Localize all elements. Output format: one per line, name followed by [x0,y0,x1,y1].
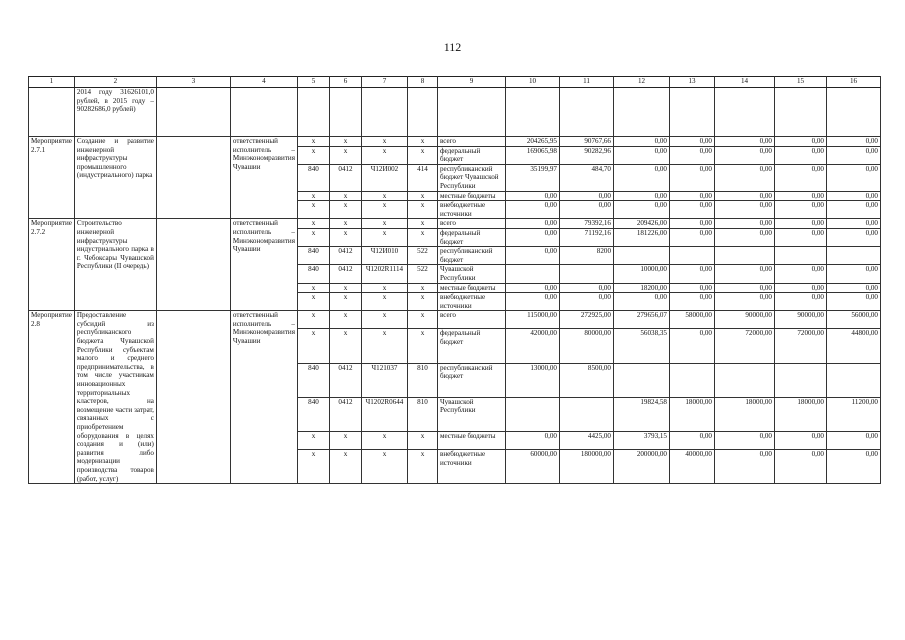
amount-cell: 0,00 [714,137,774,147]
section-cell: х [329,228,361,246]
amount-cell: 0,00 [559,283,613,293]
amount-cell: 0,00 [714,265,774,283]
funding-source-cell: всего [437,137,505,147]
header-cell: 12 [613,77,669,88]
amount-cell: 18000,00 [669,397,714,431]
grbs-cell: х [297,228,329,246]
table-body [29,77,881,484]
amount-cell: 0,00 [774,164,826,191]
target-article-cell: х [361,191,407,201]
header-cell: 13 [669,77,714,88]
funding-source-cell: внебюджетные источники [437,449,505,483]
empty-cell [714,88,774,137]
amount-cell [774,363,826,397]
expense-type-cell: х [407,137,437,147]
amount-cell: 0,00 [714,449,774,483]
funding-source-cell: республиканский бюджет [437,363,505,397]
amount-cell: 8200 [559,247,613,265]
amount-cell: 90000,00 [774,311,826,329]
target-article-cell: х [361,228,407,246]
section-cell: х [329,449,361,483]
amount-cell: 56000,00 [826,311,880,329]
amount-cell: 0,00 [714,164,774,191]
empty-cell [297,88,329,137]
amount-cell: 0,00 [559,201,613,219]
expense-type-cell: х [407,431,437,449]
target-article-cell: х [361,146,407,164]
table-row [29,219,881,229]
grbs-cell: х [297,191,329,201]
amount-cell: 0,00 [505,293,559,311]
activity-id-cell: Мероприятие 2.7.1 [29,137,75,219]
activity-description-cell: Предоставление субсидий из республиканского бюджета Чувашской Республики субъектам малого и среднего предпринимательства, в том числе участникам инновационных территориальных кластеров, на возмещение части затрат, связанных с приобретением оборудования в целях создания и (или) развития либо модернизации производства товаров (работ, услуг) [74,311,156,484]
funding-source-cell: внебюджетные источники [437,201,505,219]
amount-cell: 90767,66 [559,137,613,147]
activity-description-cell: Создание и развитие инженерной инфраструктуры промышленного (индустриального) парка [74,137,156,219]
amount-cell: 279656,07 [613,311,669,329]
amount-cell [559,265,613,283]
responsible-cell: ответственный исполнитель – Минэкономразвития Чувашии [230,311,297,484]
amount-cell: 35199,97 [505,164,559,191]
amount-cell: 0,00 [774,146,826,164]
target-article-cell: Ч1202R0644 [361,397,407,431]
amount-cell: 44800,00 [826,329,880,363]
amount-cell: 0,00 [613,201,669,219]
empty-cell [559,88,613,137]
header-cell: 5 [297,77,329,88]
header-cell: 8 [407,77,437,88]
amount-cell: 0,00 [669,283,714,293]
amount-cell: 0,00 [714,431,774,449]
amount-cell: 0,00 [613,137,669,147]
amount-cell: 79392,16 [559,219,613,229]
empty-cell [156,137,230,219]
amount-cell: 0,00 [714,293,774,311]
amount-cell: 18200,00 [613,283,669,293]
amount-cell: 0,00 [714,228,774,246]
grbs-cell: х [297,329,329,363]
amount-cell: 0,00 [669,201,714,219]
amount-cell: 209426,00 [613,219,669,229]
empty-cell [774,88,826,137]
grbs-cell: 840 [297,265,329,283]
funding-source-cell: федеральный бюджет [437,228,505,246]
amount-cell: 0,00 [774,137,826,147]
amount-cell: 0,00 [613,293,669,311]
amount-cell: 0,00 [826,283,880,293]
empty-cell [156,219,230,311]
empty-cell [361,88,407,137]
activity-id-cell [29,88,75,137]
expense-type-cell: 810 [407,363,437,397]
empty-cell [669,88,714,137]
amount-cell: 58000,00 [669,311,714,329]
expense-type-cell: 522 [407,265,437,283]
target-article-cell: х [361,293,407,311]
funding-source-cell: всего [437,311,505,329]
amount-cell: 0,00 [669,265,714,283]
amount-cell: 4425,00 [559,431,613,449]
amount-cell: 0,00 [669,191,714,201]
funding-source-cell: республиканский бюджет Чувашской Республики [437,164,505,191]
empty-cell [613,88,669,137]
amount-cell: 0,00 [714,283,774,293]
amount-cell: 0,00 [669,293,714,311]
amount-cell: 0,00 [826,219,880,229]
section-cell: х [329,311,361,329]
amount-cell: 169065,98 [505,146,559,164]
amount-cell: 56038,35 [613,329,669,363]
section-cell: х [329,191,361,201]
section-cell: 0412 [329,363,361,397]
section-cell: х [329,329,361,363]
expense-type-cell: 810 [407,397,437,431]
amount-cell: 8500,00 [559,363,613,397]
table-row [29,137,881,147]
section-cell: х [329,201,361,219]
grbs-cell: 840 [297,397,329,431]
amount-cell: 115000,00 [505,311,559,329]
amount-cell: 204265,95 [505,137,559,147]
amount-cell [613,363,669,397]
target-article-cell: х [361,431,407,449]
amount-cell: 0,00 [505,247,559,265]
amount-cell: 71192,16 [559,228,613,246]
amount-cell: 0,00 [669,228,714,246]
expense-type-cell: х [407,311,437,329]
target-article-cell: х [361,201,407,219]
grbs-cell: х [297,146,329,164]
responsible-cell: ответственный исполнитель – Минэкономразвития Чувашии [230,137,297,219]
grbs-cell: х [297,137,329,147]
amount-cell [714,363,774,397]
header-cell: 7 [361,77,407,88]
amount-cell: 0,00 [826,449,880,483]
amount-cell [774,247,826,265]
target-article-cell: Ч12И002 [361,164,407,191]
expense-type-cell: х [407,146,437,164]
amount-cell: 0,00 [826,228,880,246]
amount-cell: 10000,00 [613,265,669,283]
header-cell: 2 [74,77,156,88]
amount-cell: 80000,00 [559,329,613,363]
amount-cell: 0,00 [505,191,559,201]
amount-cell: 0,00 [505,431,559,449]
amount-cell: 0,00 [774,219,826,229]
target-article-cell: Ч12И010 [361,247,407,265]
amount-cell [669,363,714,397]
continuation-row [29,88,881,137]
amount-cell: 3793,15 [613,431,669,449]
activity-description-cell: Строительство инженерной инфраструктуры индустриального парка в г. Чебоксары Чувашской Республики (II очередь) [74,219,156,311]
amount-cell: 0,00 [774,228,826,246]
grbs-cell: х [297,219,329,229]
amount-cell: 0,00 [505,283,559,293]
amount-cell [613,247,669,265]
target-article-cell: х [361,283,407,293]
header-cell: 6 [329,77,361,88]
amount-cell: 0,00 [613,164,669,191]
amount-cell: 180000,00 [559,449,613,483]
amount-cell: 0,00 [774,431,826,449]
amount-cell: 0,00 [774,191,826,201]
grbs-cell: х [297,431,329,449]
responsible-cell: ответственный исполнитель – Минэкономразвития Чувашии [230,219,297,311]
amount-cell: 0,00 [826,191,880,201]
funding-source-cell: местные бюджеты [437,283,505,293]
funding-source-cell: Чувашской Республики [437,397,505,431]
amount-cell [559,397,613,431]
header-row [29,77,881,88]
amount-cell: 72000,00 [774,329,826,363]
page-number: 112 [443,40,462,54]
amount-cell: 0,00 [774,293,826,311]
empty-cell [329,88,361,137]
amount-cell: 42000,00 [505,329,559,363]
amount-cell [505,265,559,283]
expense-type-cell: х [407,201,437,219]
amount-cell: 13000,00 [505,363,559,397]
amount-cell: 0,00 [669,164,714,191]
grbs-cell: х [297,283,329,293]
expense-type-cell: 522 [407,247,437,265]
expense-type-cell: х [407,219,437,229]
amount-cell [714,247,774,265]
amount-cell: 60000,00 [505,449,559,483]
expense-type-cell: 414 [407,164,437,191]
empty-cell [156,88,230,137]
header-cell: 3 [156,77,230,88]
activity-id-cell: Мероприятие 2.8 [29,311,75,484]
description-cell: 2014 году 31626101,0 рублей, в 2015 году – 90282686,0 рублей) [74,88,156,137]
section-cell: х [329,137,361,147]
amount-cell: 0,00 [505,228,559,246]
amount-cell: 11200,00 [826,397,880,431]
amount-cell: 181226,00 [613,228,669,246]
amount-cell: 40000,00 [669,449,714,483]
amount-cell: 200000,00 [613,449,669,483]
target-article-cell: х [361,311,407,329]
expense-type-cell: х [407,191,437,201]
amount-cell: 0,00 [826,201,880,219]
funding-source-cell: Чувашской Республики [437,265,505,283]
amount-cell: 0,00 [774,265,826,283]
section-cell: 0412 [329,397,361,431]
empty-cell [505,88,559,137]
activity-id-cell: Мероприятие 2.7.2 [29,219,75,311]
section-cell: х [329,146,361,164]
amount-cell: 18000,00 [714,397,774,431]
header-cell: 15 [774,77,826,88]
section-cell: х [329,431,361,449]
header-cell: 14 [714,77,774,88]
target-article-cell: Ч1202R1114 [361,265,407,283]
section-cell: 0412 [329,265,361,283]
header-cell: 4 [230,77,297,88]
expense-type-cell: х [407,449,437,483]
amount-cell: 19824,58 [613,397,669,431]
amount-cell: 0,00 [774,283,826,293]
funding-source-cell: внебюджетные источники [437,293,505,311]
funding-source-cell: местные бюджеты [437,191,505,201]
amount-cell: 0,00 [826,293,880,311]
amount-cell: 0,00 [774,201,826,219]
empty-cell [230,88,297,137]
header-cell: 16 [826,77,880,88]
header-cell: 9 [437,77,505,88]
amount-cell: 90000,00 [714,311,774,329]
amount-cell: 0,00 [826,265,880,283]
table-row [29,311,881,329]
grbs-cell: х [297,311,329,329]
amount-cell: 0,00 [714,146,774,164]
amount-cell: 0,00 [669,431,714,449]
target-article-cell: х [361,329,407,363]
grbs-cell: 840 [297,247,329,265]
empty-cell [437,88,505,137]
amount-cell: 0,00 [826,164,880,191]
header-cell: 10 [505,77,559,88]
amount-cell: 0,00 [714,219,774,229]
empty-cell [156,311,230,484]
expense-type-cell: х [407,293,437,311]
expense-type-cell: х [407,283,437,293]
funding-source-cell: федеральный бюджет [437,146,505,164]
target-article-cell: х [361,137,407,147]
empty-cell [826,88,880,137]
grbs-cell: 840 [297,164,329,191]
amount-cell: 72000,00 [714,329,774,363]
funding-source-cell: республиканский бюджет [437,247,505,265]
grbs-cell: х [297,449,329,483]
amount-cell: 272925,00 [559,311,613,329]
amount-cell: 0,00 [714,191,774,201]
funding-source-cell: федеральный бюджет [437,329,505,363]
amount-cell: 0,00 [559,191,613,201]
amount-cell: 0,00 [559,293,613,311]
expense-type-cell: х [407,329,437,363]
empty-cell [407,88,437,137]
grbs-cell: х [297,201,329,219]
target-article-cell: х [361,219,407,229]
target-article-cell: Ч121037 [361,363,407,397]
amount-cell [826,247,880,265]
amount-cell: 0,00 [826,137,880,147]
section-cell: 0412 [329,247,361,265]
target-article-cell: х [361,449,407,483]
funding-source-cell: всего [437,219,505,229]
header-cell: 11 [559,77,613,88]
amount-cell: 0,00 [669,137,714,147]
budget-table [28,76,881,484]
amount-cell: 0,00 [714,201,774,219]
amount-cell: 0,00 [669,219,714,229]
expense-type-cell: х [407,228,437,246]
amount-cell: 0,00 [826,431,880,449]
section-cell: х [329,283,361,293]
amount-cell: 0,00 [669,329,714,363]
amount-cell: 0,00 [826,146,880,164]
amount-cell: 90282,96 [559,146,613,164]
amount-cell: 0,00 [613,191,669,201]
amount-cell: 18000,00 [774,397,826,431]
amount-cell: 0,00 [505,201,559,219]
amount-cell [505,397,559,431]
amount-cell: 0,00 [774,449,826,483]
section-cell: х [329,293,361,311]
header-cell: 1 [29,77,75,88]
funding-source-cell: местные бюджеты [437,431,505,449]
grbs-cell: х [297,293,329,311]
grbs-cell: 840 [297,363,329,397]
section-cell: х [329,219,361,229]
amount-cell [826,363,880,397]
amount-cell: 484,70 [559,164,613,191]
amount-cell: 0,00 [505,219,559,229]
amount-cell: 0,00 [613,146,669,164]
section-cell: 0412 [329,164,361,191]
amount-cell: 0,00 [669,146,714,164]
amount-cell [669,247,714,265]
